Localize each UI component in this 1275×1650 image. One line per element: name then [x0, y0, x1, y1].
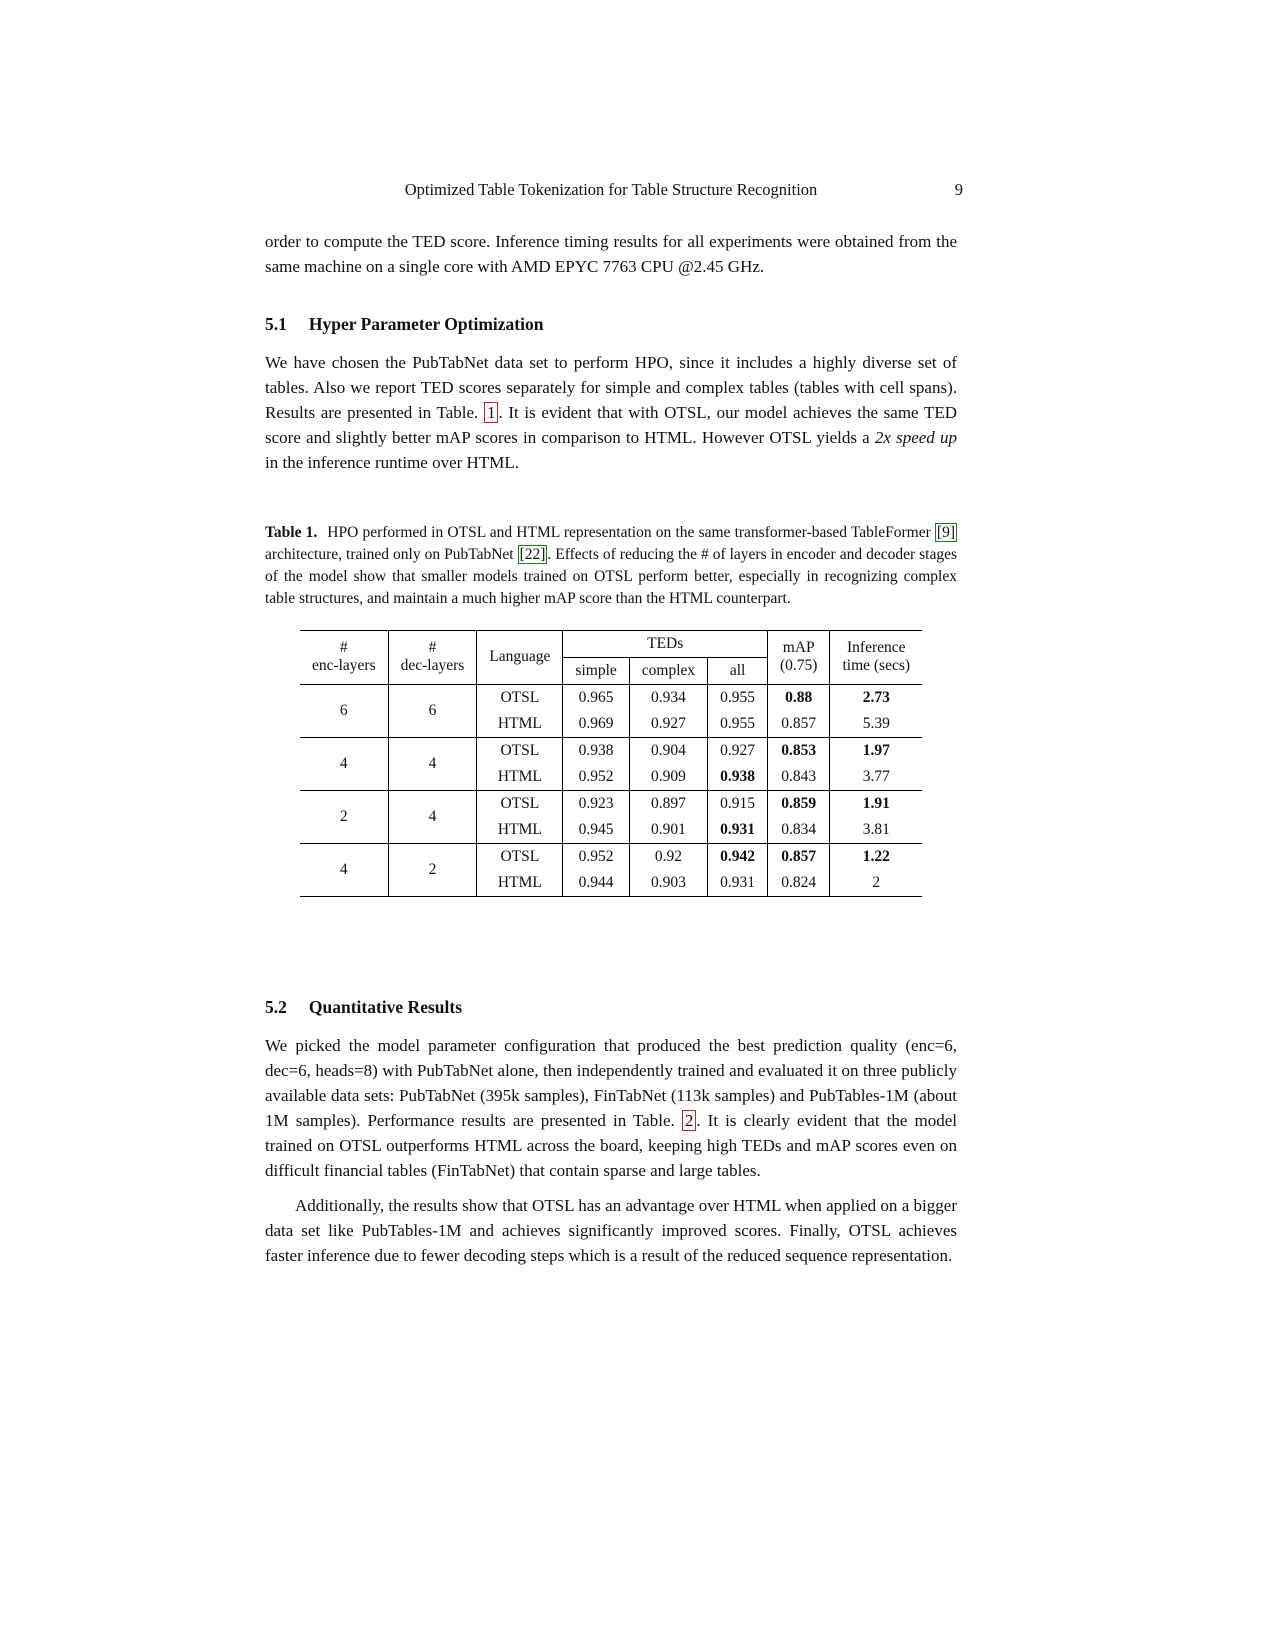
dec-layers-value: 6 — [388, 684, 477, 737]
col-header-complex: complex — [629, 657, 707, 684]
section-5-1-text-b: . It is evident that with OTSL, our model achieves the same TED score and slightly better mAP scores in comparison to HTML. However OTSL yields a — [265, 402, 957, 447]
inference-cell: 5.39 — [830, 711, 922, 738]
teds-complex-cell: 0.903 — [629, 870, 707, 897]
section-5-2-text-b: . It is clearly evident that the model trained on OTSL outperforms HTML across the board, keeping high TEDs and mAP scores even on difficult financial tables (FinTabNet) that contain sparse and large tables. — [265, 1110, 957, 1180]
table-1-caption-text-a: HPO performed in OTSL and HTML representation on the same transformer-based TableFormer — [327, 523, 935, 541]
teds-complex-cell: 0.909 — [629, 764, 707, 791]
map-cell: 0.857 — [768, 843, 830, 870]
teds-all-cell: 0.942 — [708, 843, 768, 870]
table-1-group-6-6 — [300, 684, 922, 737]
col-header-inference: Inference time (secs) — [830, 630, 922, 684]
map-cell: 0.88 — [768, 684, 830, 711]
teds-all-cell: 0.955 — [708, 684, 768, 711]
teds-all-cell: 0.927 — [708, 737, 768, 764]
teds-simple-cell: 0.952 — [563, 764, 629, 791]
language-cell: HTML — [477, 870, 563, 897]
table-row — [300, 843, 922, 870]
section-5-1-title: Hyper Parameter Optimization — [308, 313, 544, 334]
italic-phrase: 2x speed up — [874, 427, 957, 447]
page-number: 9 — [954, 180, 963, 199]
col-header-simple: simple — [563, 657, 629, 684]
teds-all-cell: 0.931 — [708, 817, 768, 844]
table-1-caption — [265, 522, 957, 610]
table-1-header — [300, 630, 922, 684]
teds-all-cell: 0.955 — [708, 711, 768, 738]
paragraph-intro — [265, 230, 957, 280]
paragraph-intro-text: order to compute the TED score. Inference timing results for all experiments were obtained from the same machine on a single core with AMD EPYC 7763 CPU @2.45 GHz. — [265, 232, 957, 276]
section-5-2-paragraph-1 — [265, 1034, 957, 1184]
table-1-caption-label: Table 1. — [265, 523, 318, 541]
map-cell: 0.843 — [768, 764, 830, 791]
inference-cell: 3.81 — [830, 817, 922, 844]
teds-all-cell: 0.915 — [708, 790, 768, 817]
section-5-1-text-c: in the inference runtime over HTML. — [265, 452, 519, 472]
teds-complex-cell: 0.927 — [629, 711, 707, 738]
map-cell: 0.857 — [768, 711, 830, 738]
inference-cell: 2 — [830, 870, 922, 897]
col-header-map: mAP (0.75) — [768, 630, 830, 684]
table-row — [300, 790, 922, 817]
table-1 — [300, 630, 922, 897]
table-row — [300, 684, 922, 711]
section-5-2-number: 5.2 — [265, 996, 287, 1017]
col-header-language: Language — [477, 630, 563, 684]
teds-complex-cell: 0.934 — [629, 684, 707, 711]
enc-layers-value: 4 — [339, 860, 348, 878]
section-5-2-text-c: Additionally, the results show that OTSL has an advantage over HTML when applied on a bigger data set like PubTables-1M and achieves significantly improved scores. Finally, OTSL achieves faster inference due to fewer decoding steps which is a result of the reduced sequence representation. — [265, 1195, 957, 1265]
enc-layers-value: 6 — [339, 701, 348, 719]
teds-simple-cell: 0.952 — [563, 843, 629, 870]
teds-simple-cell: 0.938 — [563, 737, 629, 764]
citation-9-link[interactable]: [9] — [936, 523, 955, 541]
teds-complex-cell: 0.904 — [629, 737, 707, 764]
table-1-group-4-4 — [300, 737, 922, 790]
table-row — [300, 737, 922, 764]
table-1-caption-text-c: . Effects of reducing the # of layers in encoder and decoder stages of the model show that smaller models trained on OTSL perform better, especially in recognizing complex table structures, and maintain a much higher mAP score than the HTML counterpart. — [265, 545, 957, 607]
language-cell: OTSL — [477, 790, 563, 817]
language-cell: HTML — [477, 711, 563, 738]
col-header-enc-layers: # enc-layers — [311, 639, 376, 675]
citation-22-link[interactable]: [22] — [519, 545, 546, 563]
language-cell: HTML — [477, 817, 563, 844]
map-cell: 0.824 — [768, 870, 830, 897]
section-5-2-heading — [265, 997, 957, 1018]
teds-simple-cell: 0.965 — [563, 684, 629, 711]
running-head — [265, 180, 963, 200]
dec-layers-value: 2 — [388, 843, 477, 896]
inference-cell: 1.22 — [830, 843, 922, 870]
section-5-2-paragraph-2 — [265, 1194, 957, 1269]
section-5-2-title: Quantitative Results — [308, 996, 462, 1017]
inference-cell: 1.97 — [830, 737, 922, 764]
map-cell: 0.859 — [768, 790, 830, 817]
text-column — [265, 180, 963, 1279]
language-cell: OTSL — [477, 843, 563, 870]
map-cell: 0.853 — [768, 737, 830, 764]
language-cell: HTML — [477, 764, 563, 791]
teds-complex-cell: 0.92 — [629, 843, 707, 870]
teds-simple-cell: 0.969 — [563, 711, 629, 738]
teds-simple-cell: 0.945 — [563, 817, 629, 844]
table-2-reference-link[interactable]: 2 — [682, 1110, 697, 1131]
teds-all-cell: 0.931 — [708, 870, 768, 897]
enc-layers-value: 4 — [339, 754, 348, 772]
teds-complex-cell: 0.901 — [629, 817, 707, 844]
table-1-group-2-4 — [300, 790, 922, 843]
section-5-1-paragraph — [265, 351, 957, 476]
inference-cell: 2.73 — [830, 684, 922, 711]
table-1-caption-text-b: architecture, trained only on PubTabNet — [265, 545, 518, 563]
inference-cell: 3.77 — [830, 764, 922, 791]
section-5-1-number: 5.1 — [265, 313, 287, 334]
col-header-teds: TEDs — [563, 630, 768, 657]
teds-simple-cell: 0.923 — [563, 790, 629, 817]
teds-simple-cell: 0.944 — [563, 870, 629, 897]
map-cell: 0.834 — [768, 817, 830, 844]
language-cell: OTSL — [477, 684, 563, 711]
col-header-all: all — [708, 657, 768, 684]
section-5-1-heading — [265, 314, 957, 335]
teds-all-cell: 0.938 — [708, 764, 768, 791]
col-header-dec-layers: # dec-layers — [388, 630, 477, 684]
vertical-spacer — [265, 897, 957, 963]
table-1-group-4-2 — [300, 843, 922, 896]
enc-layers-value: 2 — [339, 807, 348, 825]
running-head-title: Optimized Table Tokenization for Table Structure Recognition — [404, 180, 818, 199]
dec-layers-value: 4 — [388, 737, 477, 790]
language-cell: OTSL — [477, 737, 563, 764]
table-1-reference-link[interactable]: 1 — [484, 402, 499, 423]
dec-layers-value: 4 — [388, 790, 477, 843]
inference-cell: 1.91 — [830, 790, 922, 817]
teds-complex-cell: 0.897 — [629, 790, 707, 817]
section-5-2-text-a: We picked the model parameter configuration that produced the best prediction quality (enc=6, dec=6, heads=8) with PubTabNet alone, then independently trained and evaluated it on three publicly available data sets: PubTabNet (395k samples), FinTabNet (113k samples) and PubTables-1M (about 1M samples). Performance results are presented in Table. — [265, 1035, 957, 1130]
section-5-1-text-a: We have chosen the PubTabNet data set to perform HPO, since it includes a highly diverse set of tables. Also we report TED scores separately for simple and complex tables (tables with cell spans). Results are presented in Table. — [265, 352, 957, 422]
